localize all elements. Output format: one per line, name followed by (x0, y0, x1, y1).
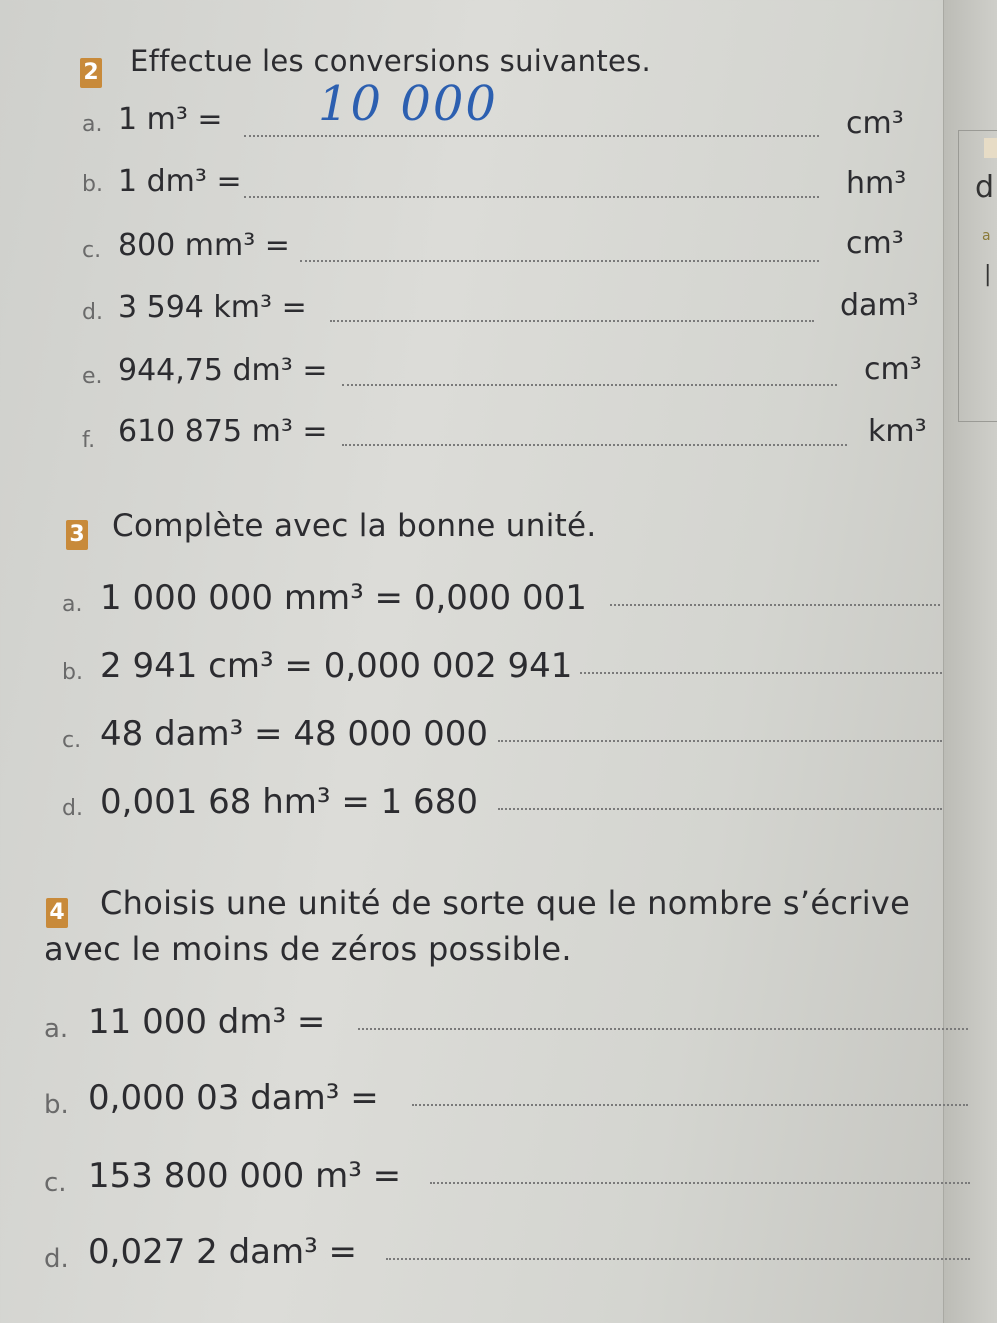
ex2-b-unit: hm³ (846, 166, 907, 201)
ex2-a-answer-line[interactable] (244, 135, 819, 137)
exercise-4-title-line-2: avec le moins de zéros possible. (44, 930, 572, 968)
ex4-c-answer-line[interactable] (430, 1182, 970, 1184)
ex2-e-letter: e. (82, 364, 103, 389)
margin-tab (984, 138, 997, 158)
ex2-c-letter: c. (82, 238, 102, 263)
ex2-c-answer-line[interactable] (300, 260, 819, 262)
ex2-a-letter: a. (82, 112, 103, 137)
ex4-d-answer-line[interactable] (386, 1258, 970, 1260)
ex3-a-letter: a. (62, 592, 83, 617)
ex2-c-unit: cm³ (846, 226, 904, 261)
ex2-f-expression: 610 875 m³ = (118, 414, 328, 449)
ex3-b-answer-line[interactable] (580, 672, 942, 674)
ex2-c-expression: 800 mm³ = (118, 228, 290, 263)
ex4-d-letter: d. (44, 1244, 69, 1274)
exercise-2-badge: 2 (80, 58, 102, 88)
ex3-d-answer-line[interactable] (498, 808, 942, 810)
exercise-3-badge: 3 (66, 520, 88, 550)
ex3-c-answer-line[interactable] (498, 740, 942, 742)
ex4-b-expression: 0,000 03 dam³ = (88, 1078, 379, 1118)
ex4-a-expression: 11 000 dm³ = (88, 1002, 326, 1042)
exercise-4-title-line-1: Choisis une unité de sorte que le nombre s’écrive (100, 884, 911, 922)
ex2-b-answer-line[interactable] (244, 196, 819, 198)
ex2-a-unit: cm³ (846, 106, 904, 141)
ex2-f-letter: f. (82, 428, 96, 453)
ex2-e-answer-line[interactable] (342, 384, 837, 386)
ex2-d-letter: d. (82, 300, 103, 325)
ex4-b-answer-line[interactable] (412, 1104, 968, 1106)
ex2-f-unit: km³ (868, 414, 927, 449)
ex2-a-handwritten-answer: 10 000 (318, 76, 498, 132)
ex4-a-answer-line[interactable] (358, 1028, 968, 1030)
ex2-d-unit: dam³ (840, 288, 919, 323)
exercise-2-title: Effectue les conversions suivantes. (130, 44, 652, 78)
ex4-c-expression: 153 800 000 m³ = (88, 1156, 402, 1196)
ex4-a-letter: a. (44, 1014, 69, 1044)
ex2-b-letter: b. (82, 172, 103, 197)
ex3-b-letter: b. (62, 660, 83, 685)
ex3-d-letter: d. (62, 796, 83, 821)
margin-small-letter: a (982, 228, 991, 244)
ex4-d-expression: 0,027 2 dam³ = (88, 1232, 358, 1272)
ex4-c-letter: c. (44, 1168, 67, 1198)
ex2-b-expression: 1 dm³ = (118, 164, 242, 199)
ex3-c-letter: c. (62, 728, 82, 753)
margin-bar: | (984, 262, 992, 287)
exercise-4-badge: 4 (46, 898, 68, 928)
ex3-a-expression: 1 000 000 mm³ = 0,000 001 (100, 578, 587, 618)
ex2-d-expression: 3 594 km³ = (118, 290, 307, 325)
ex2-f-answer-line[interactable] (342, 444, 847, 446)
ex3-d-expression: 0,001 68 hm³ = 1 680 (100, 782, 478, 822)
exercise-3-title: Complète avec la bonne unité. (112, 508, 597, 544)
ex2-a-expression: 1 m³ = (118, 102, 223, 137)
ex2-e-expression: 944,75 dm³ = (118, 353, 328, 388)
ex2-d-answer-line[interactable] (330, 320, 814, 322)
ex3-c-expression: 48 dam³ = 48 000 000 (100, 714, 489, 754)
ex4-b-letter: b. (44, 1090, 69, 1120)
ex2-e-unit: cm³ (864, 352, 922, 387)
ex3-b-expression: 2 941 cm³ = 0,000 002 941 (100, 646, 573, 686)
ex3-a-answer-line[interactable] (610, 604, 940, 606)
margin-letter: d (975, 170, 995, 205)
